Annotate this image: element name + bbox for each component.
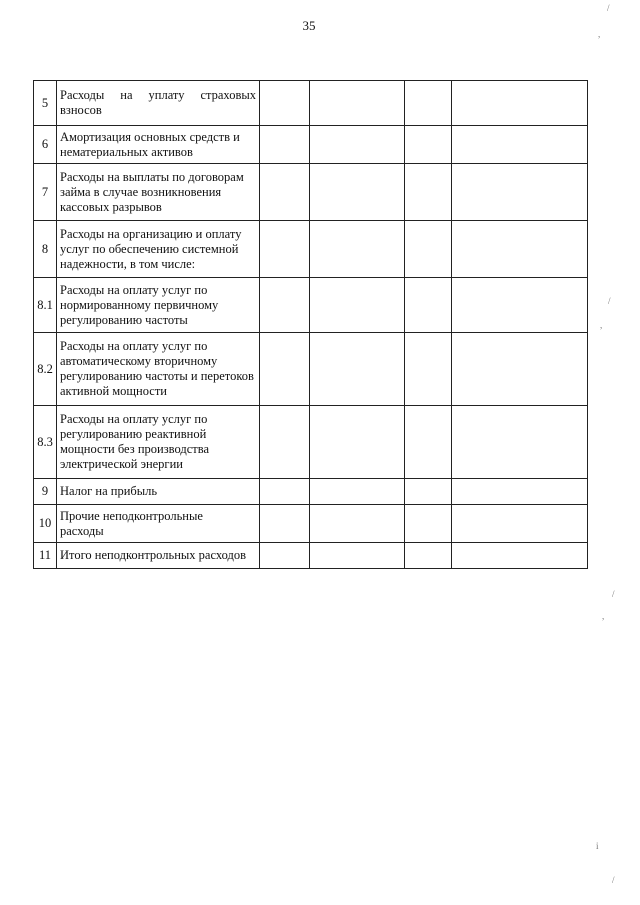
empty-cell: [452, 164, 588, 221]
row-description: Расходы на уплату страховых взносов: [57, 81, 260, 126]
table-row: [34, 81, 588, 126]
empty-cell: [405, 333, 452, 406]
empty-cell: [405, 278, 452, 333]
empty-cell: [310, 126, 405, 164]
empty-cell: [310, 505, 405, 543]
row-number: 10: [34, 505, 57, 543]
row-number: 11: [34, 543, 57, 569]
row-description: Расходы на оплату услуг по автоматическому вторичному регулированию частоты и перетоков активной мощности: [57, 333, 260, 406]
empty-cell: [452, 479, 588, 505]
row-description: Амортизация основных средств и нематериальных активов: [57, 126, 260, 164]
empty-cell: [260, 479, 310, 505]
empty-cell: [260, 278, 310, 333]
row-description: Расходы на организацию и оплату услуг по обеспечению системной надежности, в том числе:: [57, 221, 260, 278]
row-number: 8.2: [34, 333, 57, 406]
empty-cell: [405, 505, 452, 543]
empty-cell: [310, 164, 405, 221]
scan-speck: i: [596, 841, 599, 851]
empty-cell: [405, 543, 452, 569]
row-number: 8.3: [34, 406, 57, 479]
empty-cell: [452, 81, 588, 126]
empty-cell: [310, 479, 405, 505]
table-row: [34, 543, 588, 569]
empty-cell: [405, 221, 452, 278]
empty-cell: [452, 278, 588, 333]
empty-cell: [405, 126, 452, 164]
uncontrollable-costs-table: [33, 80, 588, 569]
empty-cell: [310, 221, 405, 278]
empty-cell: [310, 278, 405, 333]
row-description: Расходы на оплату услуг по нормированному первичному регулированию частоты: [57, 278, 260, 333]
empty-cell: [310, 543, 405, 569]
empty-cell: [260, 81, 310, 126]
table-row: [34, 278, 588, 333]
table-row: [34, 333, 588, 406]
empty-cell: [310, 81, 405, 126]
row-description: Налог на прибыль: [57, 479, 260, 505]
row-description: Расходы на выплаты по договорам займа в случае возникновения кассовых разрывов: [57, 164, 260, 221]
empty-cell: [260, 543, 310, 569]
row-number: 8.1: [34, 278, 57, 333]
page-number: 35: [302, 18, 316, 33]
empty-cell: [260, 406, 310, 479]
row-description: Итого неподконтрольных расходов: [57, 543, 260, 569]
empty-cell: [310, 406, 405, 479]
empty-cell: [452, 406, 588, 479]
row-number: 9: [34, 479, 57, 505]
table-row: [34, 126, 588, 164]
scan-speck: ,: [602, 611, 605, 621]
empty-cell: [452, 505, 588, 543]
scan-speck: /: [612, 589, 615, 599]
empty-cell: [260, 164, 310, 221]
empty-cell: [260, 333, 310, 406]
empty-cell: [452, 126, 588, 164]
table-row: [34, 479, 588, 505]
scan-speck: /: [607, 3, 610, 13]
scan-speck: /: [612, 875, 615, 885]
empty-cell: [405, 164, 452, 221]
empty-cell: [452, 333, 588, 406]
empty-cell: [405, 406, 452, 479]
table-row: [34, 505, 588, 543]
row-description: Расходы на оплату услуг по регулированию реактивной мощности без производства электрической энергии: [57, 406, 260, 479]
empty-cell: [310, 333, 405, 406]
empty-cell: [260, 505, 310, 543]
empty-cell: [452, 543, 588, 569]
table-row: [34, 164, 588, 221]
empty-cell: [452, 221, 588, 278]
empty-cell: [405, 479, 452, 505]
empty-cell: [260, 221, 310, 278]
row-number: 8: [34, 221, 57, 278]
row-number: 6: [34, 126, 57, 164]
table-row: [34, 406, 588, 479]
empty-cell: [405, 81, 452, 126]
empty-cell: [260, 126, 310, 164]
scan-speck: ,: [598, 29, 601, 39]
scan-speck: /: [608, 296, 611, 306]
row-number: 5: [34, 81, 57, 126]
scan-speck: ,: [600, 320, 603, 330]
row-number: 7: [34, 164, 57, 221]
row-description: Прочие неподконтрольные расходы: [57, 505, 260, 543]
table-row: [34, 221, 588, 278]
